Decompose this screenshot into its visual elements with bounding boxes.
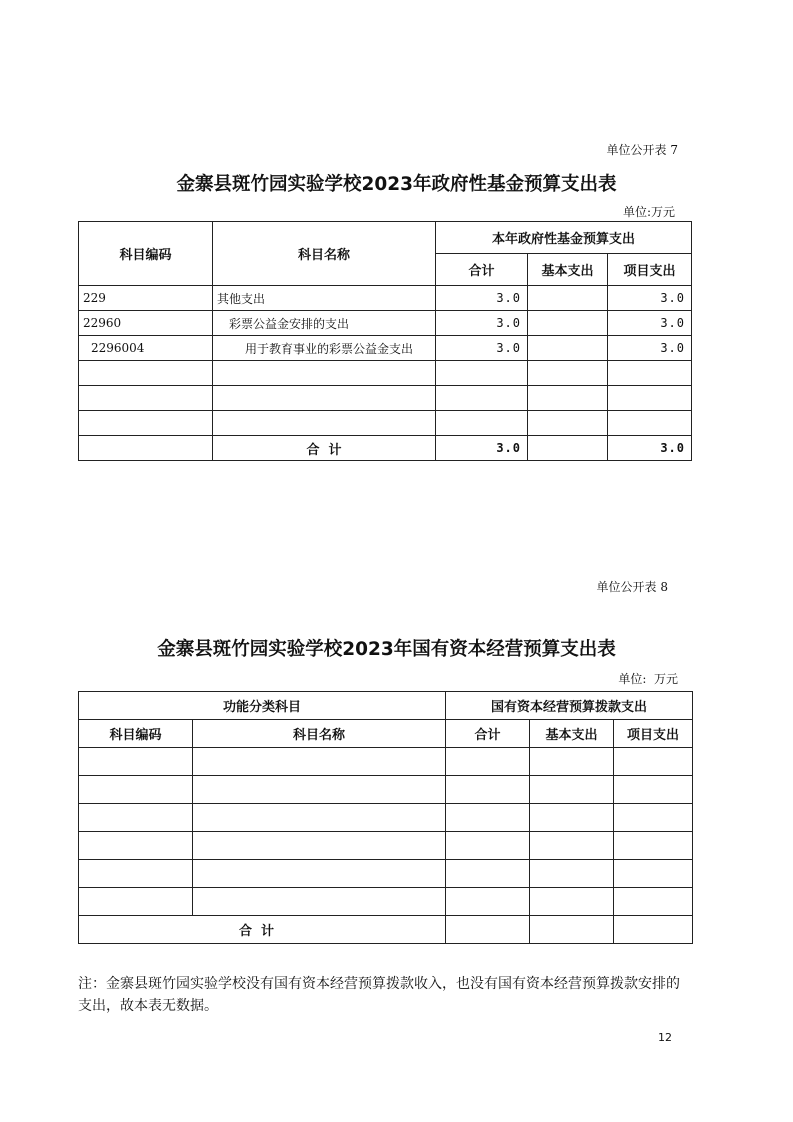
table-row-empty <box>79 832 693 860</box>
header-basic: 基本支出 <box>530 720 614 748</box>
sum-label: 合 计 <box>79 916 446 944</box>
header-total: 合计 <box>446 720 530 748</box>
row-basic <box>528 286 608 311</box>
row-code: 229 <box>79 286 213 311</box>
row-name: 用于教育事业的彩票公益金支出 <box>213 336 436 361</box>
row-total: 3.0 <box>436 311 528 336</box>
header-basic: 基本支出 <box>528 254 608 286</box>
sum-project: 3.0 <box>608 436 692 461</box>
header-group-budget: 国有资本经营预算拨款支出 <box>446 692 693 720</box>
table-row-empty <box>79 411 692 436</box>
row-name: 其他支出 <box>213 286 436 311</box>
table-row-empty <box>79 386 692 411</box>
table7-unit: 单位:万元 <box>622 205 675 219</box>
row-code: 2296004 <box>79 336 213 361</box>
table-row-empty <box>79 804 693 832</box>
header-code: 科目编码 <box>79 222 213 286</box>
header-project: 项目支出 <box>608 254 692 286</box>
row-project: 3.0 <box>608 311 692 336</box>
table8-title: 金寨县斑竹园实验学校2023年国有资本经营预算支出表 <box>157 639 616 660</box>
header-code: 科目编码 <box>79 720 193 748</box>
page-number: 12 <box>658 1031 672 1044</box>
table-row-empty <box>79 361 692 386</box>
table-row-empty <box>79 888 693 916</box>
header-total: 合计 <box>436 254 528 286</box>
table8-label: 单位公开表 8 <box>596 580 668 594</box>
header-name: 科目名称 <box>213 222 436 286</box>
sum-total: 3.0 <box>436 436 528 461</box>
table8-unit: 单位: 万元 <box>618 672 678 686</box>
row-name: 彩票公益金安排的支出 <box>213 311 436 336</box>
header-name: 科目名称 <box>193 720 446 748</box>
table-row <box>79 336 692 361</box>
sum-label: 合 计 <box>213 436 436 461</box>
table-row <box>79 311 692 336</box>
table-row <box>79 286 692 311</box>
table7-title: 金寨县斑竹园实验学校2023年政府性基金预算支出表 <box>176 174 617 195</box>
table-row-empty <box>79 860 693 888</box>
header-project: 项目支出 <box>614 720 693 748</box>
sum-basic <box>528 436 608 461</box>
table7-label: 单位公开表 7 <box>606 143 678 157</box>
table-row-empty <box>79 776 693 804</box>
row-basic <box>528 311 608 336</box>
table-row-empty <box>79 748 693 776</box>
table8-note: 注：金寨县斑竹园实验学校没有国有资本经营预算拨款收入，也没有国有资本经营预算拨款安排的支出，故本表无数据。 <box>78 976 680 1014</box>
row-total: 3.0 <box>436 336 528 361</box>
row-basic <box>528 336 608 361</box>
table-total-row <box>79 916 693 944</box>
row-project: 3.0 <box>608 286 692 311</box>
table8 <box>78 691 693 944</box>
header-group: 本年政府性基金预算支出 <box>436 222 692 254</box>
table7 <box>78 221 692 461</box>
table-total-row <box>79 436 692 461</box>
row-project: 3.0 <box>608 336 692 361</box>
header-group-function: 功能分类科目 <box>79 692 446 720</box>
row-total: 3.0 <box>436 286 528 311</box>
row-code: 22960 <box>79 311 213 336</box>
